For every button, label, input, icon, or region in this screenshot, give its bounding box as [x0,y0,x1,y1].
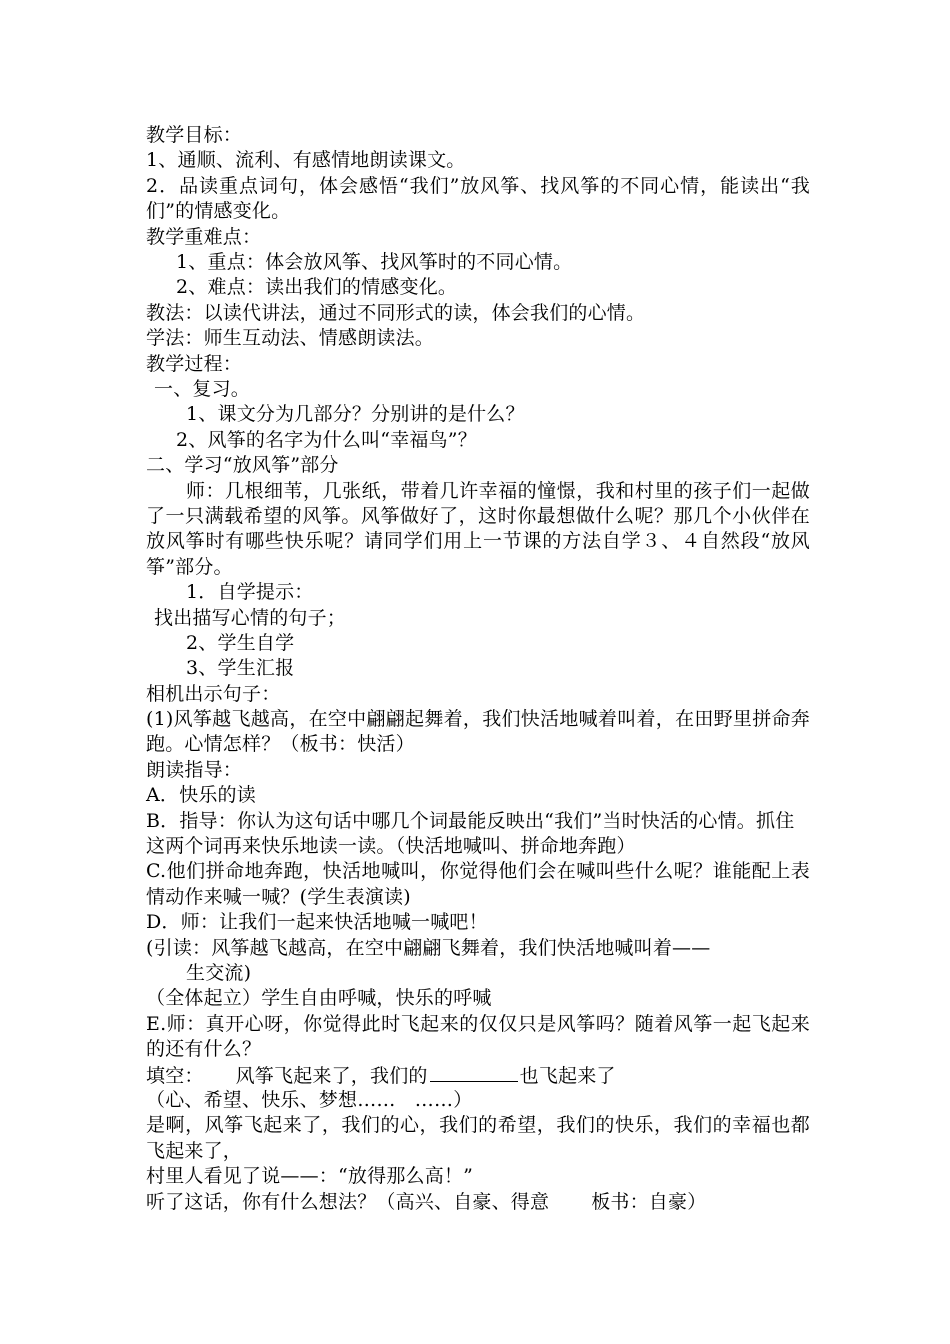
show-sentence: 相机出示句子： [146,682,281,705]
lead-reading: (引读：风筝越飞越高，在空中翩翩飞舞着，我们快活地喊叫着—— [146,936,711,959]
heading-teaching-goals: 教学目标： [146,124,243,146]
fill-in-blank [146,1063,810,1088]
guide-c: C.他们拼命地奔跑，快活地喊叫，你觉得他们会在喊叫些什么呢？谁能配上表情动作来喊一喊？(学生表演读) [146,860,810,908]
key-point-1: 1、重点：体会放风筝、找风筝时的不同心情。 [176,250,573,273]
heading-teaching-process: 教学过程： [146,352,243,375]
step-report: 3、学生汇报 [186,657,295,680]
villagers-say: 村里人看见了说——：“放得那么高！” [146,1165,474,1188]
step-self-study: 2、学生自学 [186,631,295,654]
sentence-1: (1)风筝越飞越高，在空中翩翩起舞着，我们快活地喊着叫着，在田野里拼命奔跑。心情怎样？（板书：快活） [146,708,810,756]
teaching-method: 教法：以读代讲法，通过不同形式的读，体会我们的心情。 [146,301,646,324]
goal-1: 1、通顺、流利、有感情地朗读课文。 [146,149,466,172]
student-exchange: 生交流) [186,962,252,985]
guide-b: B．指导：你认为这句话中哪几个词最能反映出“我们”当时快活的心情。抓住 [146,809,795,832]
self-study-hint: 1．自学提示： [186,581,314,604]
find-sentences: 找出描写心情的句子； [154,606,347,629]
heading-key-points: 教学重难点： [146,225,262,248]
fill-options: （心、希望、快乐、梦想…… ……） [146,1089,473,1112]
fill-label: 填空： [146,1064,204,1087]
fill-prefix: 风筝飞起来了，我们的 [235,1064,428,1087]
guide-b-continued: 这两个词再来快乐地读一读。（快活地喊叫、拼命地奔跑） [146,835,636,858]
board-note-pride: 板书：自豪） [591,1190,707,1213]
document-body [146,123,810,1215]
reading-guidance: 朗读指导： [146,758,243,781]
guide-d: D．师：让我们一起来快活地喊一喊吧！ [146,911,488,934]
review-question-1: 1、课文分为几部分？分别讲的是什么？ [186,403,525,426]
guide-e: E.师：真开心呀，你觉得此时飞起来的仅仅只是风筝吗？随着风筝一起飞起来的还有什么？ [146,1012,810,1061]
thoughts-question [146,1190,810,1215]
section-fly-kite: 二、学习“放风筝”部分 [146,454,339,477]
fill-suffix: 也飞起来了 [519,1064,616,1087]
thoughts-text: 听了这话，你有什么想法？（高兴、自豪、得意 [146,1190,550,1213]
all-stand-up: （全体起立）学生自由呼喊，快乐的呼喊 [146,987,492,1010]
guide-a: A．快乐的读 [146,784,256,807]
review-question-2: 2、风筝的名字为什么叫“幸福鸟”？ [176,428,477,451]
key-point-2: 2、难点：读出我们的情感变化。 [176,276,458,299]
section-review: 一、复习。 [154,377,251,400]
goal-2: 2．品读重点词句，体会感悟“我们”放风筝、找风筝的不同心情，能读出“我们”的情感变化。 [146,174,810,223]
learning-method: 学法：师生互动法、情感朗读法。 [146,327,435,350]
teacher-intro-paragraph: 师：几根细苇，几张纸，带着几许幸福的憧憬，我和村里的孩子们一起做了一只满载希望的风筝。风筝做好了，这时你最想做什么呢？那几个小伙伴在放风筝时有哪些快乐呢？请同学们用上一节课的方法自学３、４自然段“放风筝”部分。 [146,479,810,578]
blank-line [430,1063,518,1082]
kite-flies-paragraph: 是啊，风筝飞起来了，我们的心，我们的希望，我们的快乐，我们的幸福也都飞起来了， [146,1114,810,1162]
